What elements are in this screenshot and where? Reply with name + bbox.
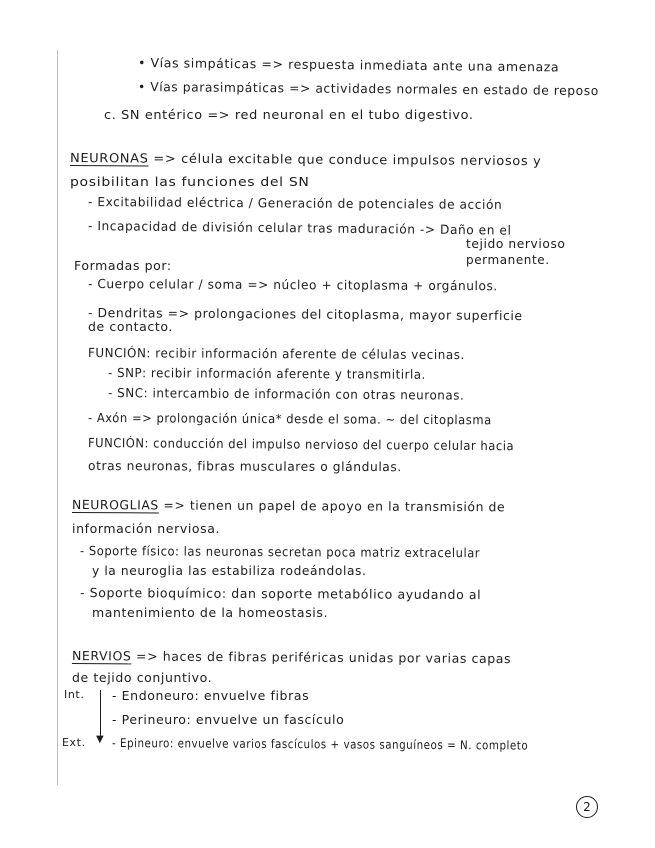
perineuro-item: - Perineuro: envuelve un fascículo (112, 712, 345, 727)
arrow-down-icon: ▼ (96, 734, 104, 745)
parasympathetic-line: • Vías parasimpáticas => actividades normales en estado de reposo (137, 79, 599, 99)
physical-support-item: - Soporte físico: las neuronas secretan poca matriz extracelular (79, 543, 481, 561)
endoneuro-item: - Endoneuro: envuelve fibras (112, 688, 310, 703)
excitability-item: - Excitabilidad eléctrica / Generación de potenciales de acción (87, 194, 503, 212)
nervios-definition (72, 648, 511, 666)
biochemical-support-cont: mantenimiento de la homeostasis. (92, 605, 329, 620)
snc-function: - SNC: intercambio de información con otras neuronas. (107, 385, 465, 403)
neuroglias-line-2: información nerviosa. (72, 521, 221, 536)
sympathetic-line: • Vías simpáticas => respuesta inmediata ante una amenaza (137, 55, 560, 75)
neuroglias-definition-text: => tienen un papel de apoyo en la transmisión de (158, 497, 506, 515)
nervios-heading: NERVIOS (71, 648, 132, 664)
axon-function-cont: otras neuronas, fibras musculares o glándulas. (87, 458, 402, 475)
axon-item: - Axón => prolongación única* desde el soma. ~ del citoplasma (87, 410, 492, 428)
neuroglias-heading: NEUROGLIAS (71, 497, 159, 513)
enteric-line: c. SN entérico => red neuronal en el tubo digestivo. (104, 107, 474, 122)
formadas-por-heading: Formadas por: (74, 258, 172, 273)
internal-label: Int. (64, 688, 85, 701)
neuroglias-definition (72, 497, 505, 514)
dendritas-function: FUNCIÓN: recibir información aferente de células vecinas. (87, 345, 465, 363)
division-item: - Incapacidad de división celular tras maduración -> Daño en el (87, 218, 512, 238)
division-item-cont-1: tejido nervioso (466, 236, 566, 251)
snp-function: - SNP: recibir información aferente y transmitirla. (107, 365, 426, 382)
neuronas-definition (70, 150, 541, 168)
nervios-line-2: de tejido conjuntivo. (72, 670, 213, 685)
biochemical-support-item: - Soporte bioquímico: dan soporte metabólico ayudando al (79, 585, 482, 603)
dendritas-item-cont: de contacto. (88, 319, 173, 334)
page-number: 2 (576, 796, 598, 818)
neuronas-line-2: posibilitan las funciones del SN (70, 174, 310, 189)
physical-support-cont: y la neuroglia las estabiliza rodeándolas. (92, 563, 367, 578)
epineuro-item: - Epineuro: envuelve varios fascículos + vasos sanguíneos = N. completo (111, 736, 529, 753)
neuronas-definition-text: => célula excitable que conduce impulsos nerviosos y (148, 150, 542, 169)
nervios-definition-text: => haces de fibras periféricas unidas por varias capas (131, 648, 512, 667)
division-item-cont-2: permanente. (466, 252, 550, 267)
margin-rule (57, 50, 58, 785)
dendritas-item: - Dendritas => prolongaciones del citoplasma, mayor superficie (87, 305, 523, 324)
external-label: Ext. (62, 736, 86, 749)
internal-external-arrow (100, 690, 101, 740)
soma-item: - Cuerpo celular / soma => núcleo + citoplasma + orgánulos. (87, 276, 498, 294)
axon-function: FUNCIÓN: conducción del impulso nervioso del cuerpo celular hacia (87, 435, 515, 454)
neuronas-heading: NEURONAS (69, 150, 149, 166)
